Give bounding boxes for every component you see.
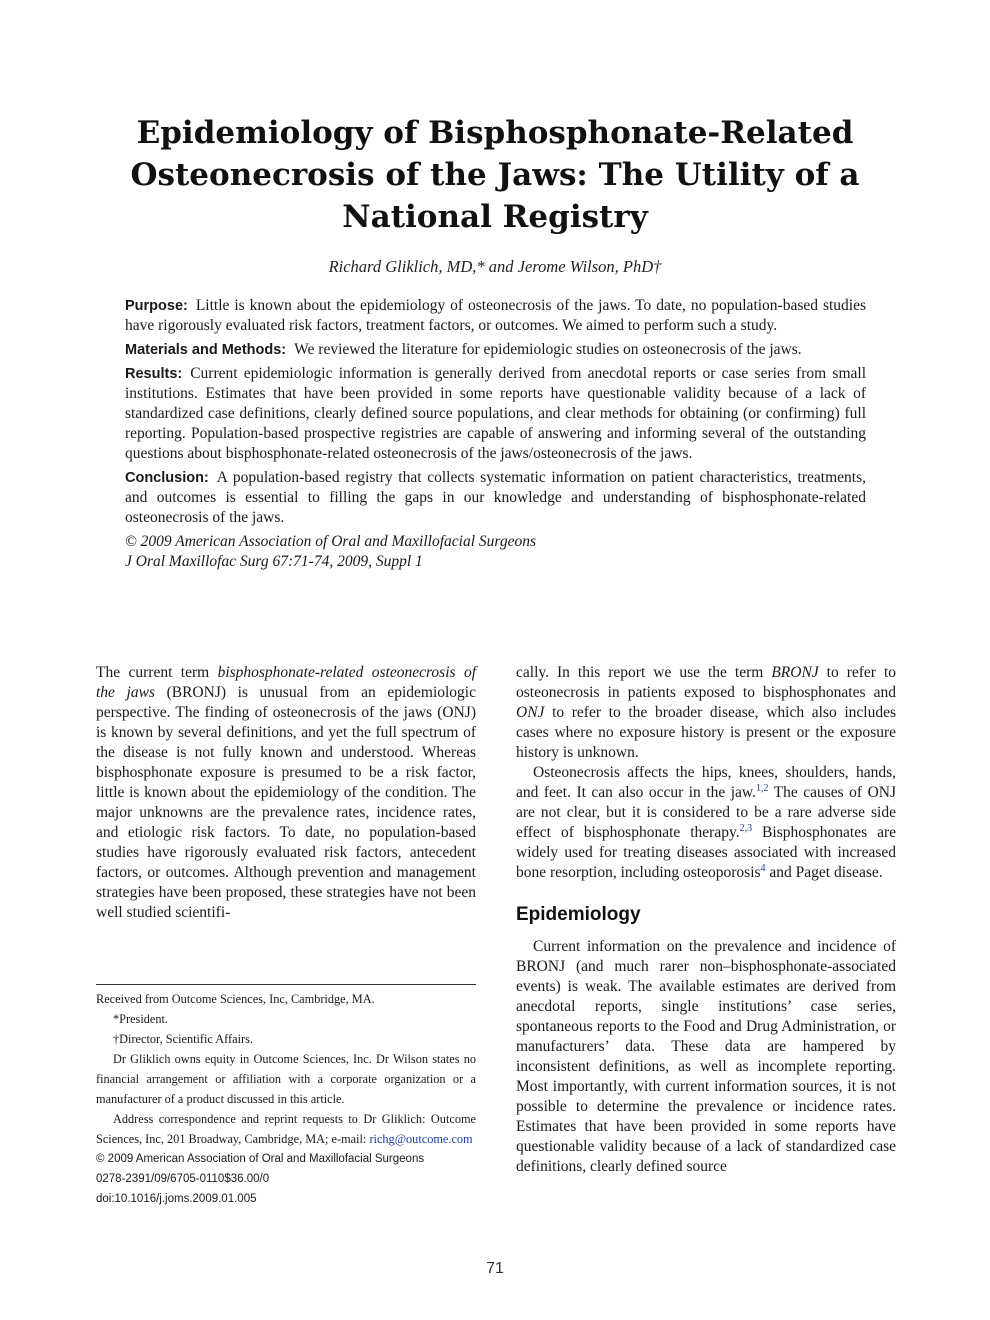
email-link[interactable]: richg@outcome.com: [369, 1132, 473, 1146]
abstract-methods: [125, 340, 866, 360]
conclusion-label: Conclusion:: [125, 470, 209, 486]
intro-text-a: The current term: [96, 664, 218, 681]
osteo-text-b: The causes of ONJ are not clear, but it is considered to be a rare adverse side effect of bisphosphonate therapy.: [516, 784, 896, 841]
def-term-onj: ONJ: [516, 704, 545, 721]
def-text-a: cally. In this report we use the term: [516, 664, 772, 681]
reference-link[interactable]: 2,3: [739, 822, 753, 834]
footnote-received: Received from Outcome Sciences, Inc, Cambridge, MA.: [96, 992, 375, 1006]
author-line: Richard Gliklich, MD,* and Jerome Wilson, PhD†: [328, 257, 662, 276]
epidemiology-paragraph: Current information on the prevalence and incidence of BRONJ (and much rarer non–bisphosphonate-associated events) is weak. The available estimates are derived from anecdotal reports, single institutions’ case series, spontaneous reports to the Food and Drug Administration, or manufacturers’ data. These data are hampered by inconsistent definitions, as well as incomplete reporting. Most importantly, with current information sources, it is not possible to determine the prevalence or incidence rates. Estimates that have been provided in some reports have questionable validity because of a lack of standardized case definitions, clearly defined source: [516, 938, 896, 1175]
address-text: Address correspondence and reprint requests to Dr Gliklich: Outcome Sciences, Inc, 201 Broadway, Cambridge, MA; e-mail:: [96, 1112, 476, 1146]
footnote-doi: doi:10.1016/j.joms.2009.01.005: [96, 1193, 257, 1205]
methods-label: Materials and Methods:: [125, 342, 287, 358]
footnote-disclosure: Dr Gliklich owns equity in Outcome Sciences, Inc. Dr Wilson states no financial arrangement or affiliation with a corporate organization or a manufacturer of a product discussed in this article.: [96, 1052, 476, 1106]
reference-link[interactable]: 4: [760, 862, 766, 874]
def-text-c: to refer to the broader disease, which also includes cases where no exposure history is present or the exposure history is unknown.: [516, 704, 896, 761]
osteo-text-c: Bisphosphonates are widely used for treating diseases associated with increased bone resorption, including osteoporosis: [516, 824, 897, 881]
methods-text: We reviewed the literature for epidemiologic studies on osteonecrosis of the jaws.: [294, 341, 802, 358]
abstract-purpose: [125, 296, 866, 336]
purpose-text: Little is known about the epidemiology of osteonecrosis of the jaws. To date, no population-based studies have rigorously evaluated risk factors, treatment factors, or outcomes. We aimed to perform such a study.: [125, 297, 866, 334]
osteo-text-a: Osteonecrosis affects the hips, knees, shoulders, hands, and feet. It can also occur in the jaw.: [516, 764, 896, 801]
def-text-b: to refer to osteonecrosis in patients exposed to bisphosphonates and: [516, 664, 896, 701]
body-column-right: [516, 663, 896, 1177]
footnotes: [96, 989, 476, 1209]
footnote-issn: 0278-2391/09/6705-0110$36.00/0: [96, 1173, 270, 1185]
article-title: Epidemiology of Bisphosphonate-Related Osteonecrosis of the Jaws: The Utility of a National Registry: [130, 115, 860, 235]
conclusion-text: A population-based registry that collects systematic information on patient characteristics, treatments, and outcomes is essential to filling the gaps in our knowledge and understanding of bisphosphonate-related osteonecrosis of the jaws.: [125, 469, 866, 526]
reference-link[interactable]: 1,2: [755, 782, 769, 794]
abstract: [125, 296, 866, 572]
footnote-copyright: © 2009 American Association of Oral and Maxillofacial Surgeons: [96, 1153, 425, 1165]
abstract-conclusion: [125, 468, 866, 528]
osteo-text-d: and Paget disease.: [765, 864, 883, 881]
body-column-left: [96, 663, 476, 923]
results-label: Results:: [125, 366, 183, 382]
definition-paragraph: [516, 663, 896, 763]
footnote-divider: [96, 984, 476, 985]
section-heading-epidemiology: Epidemiology: [516, 904, 641, 925]
osteonecrosis-paragraph: [516, 763, 896, 883]
footnote-address: [96, 1109, 476, 1149]
intro-term: bisphosphonate-related osteonecrosis of the jaws: [96, 664, 476, 701]
results-text: Current epidemiologic information is generally derived from anecdotal reports or case series from small institutions. Estimates that have been provided in some reports have questionable validity because of a lack of standardized case definitions, clearly defined source populations, and clear methods for obtaining (or confirming) full reporting. Population-based prospective registries are capable of answering and informing several of the outstanding questions about bisphosphonate-related osteonecrosis of the jaws/osteonecrosis of the jaws.: [125, 365, 866, 462]
abstract-copyright: © 2009 American Association of Oral and Maxillofacial Surgeons: [125, 533, 537, 550]
def-term-bronj: BRONJ: [771, 664, 819, 681]
intro-paragraph: [96, 663, 476, 923]
footnote-president: *President.: [113, 1012, 168, 1026]
purpose-label: Purpose:: [125, 298, 188, 314]
page-number: 71: [486, 1260, 504, 1277]
footnote-director: †Director, Scientific Affairs.: [113, 1032, 253, 1046]
abstract-citation: J Oral Maxillofac Surg 67:71-74, 2009, Suppl 1: [125, 553, 423, 570]
abstract-results: [125, 364, 866, 464]
intro-text-b: (BRONJ) is unusual from an epidemiologic perspective. The finding of osteonecrosis of the jaws (ONJ) is known by several definitions, and yet the full spectrum of the disease is not fully known and understood. Whereas bisphosphonate exposure is presumed to be a risk factor, little is known about the epidemiology of the condition. The major unknowns are the prevalence rates, incidence rates, and etiologic risk factors. To date, no population-based studies have rigorously evaluated risk factors, antecedent factors, or outcomes. Although prevention and management strategies have been proposed, these strategies have not been well studied scientifi-: [96, 684, 476, 921]
